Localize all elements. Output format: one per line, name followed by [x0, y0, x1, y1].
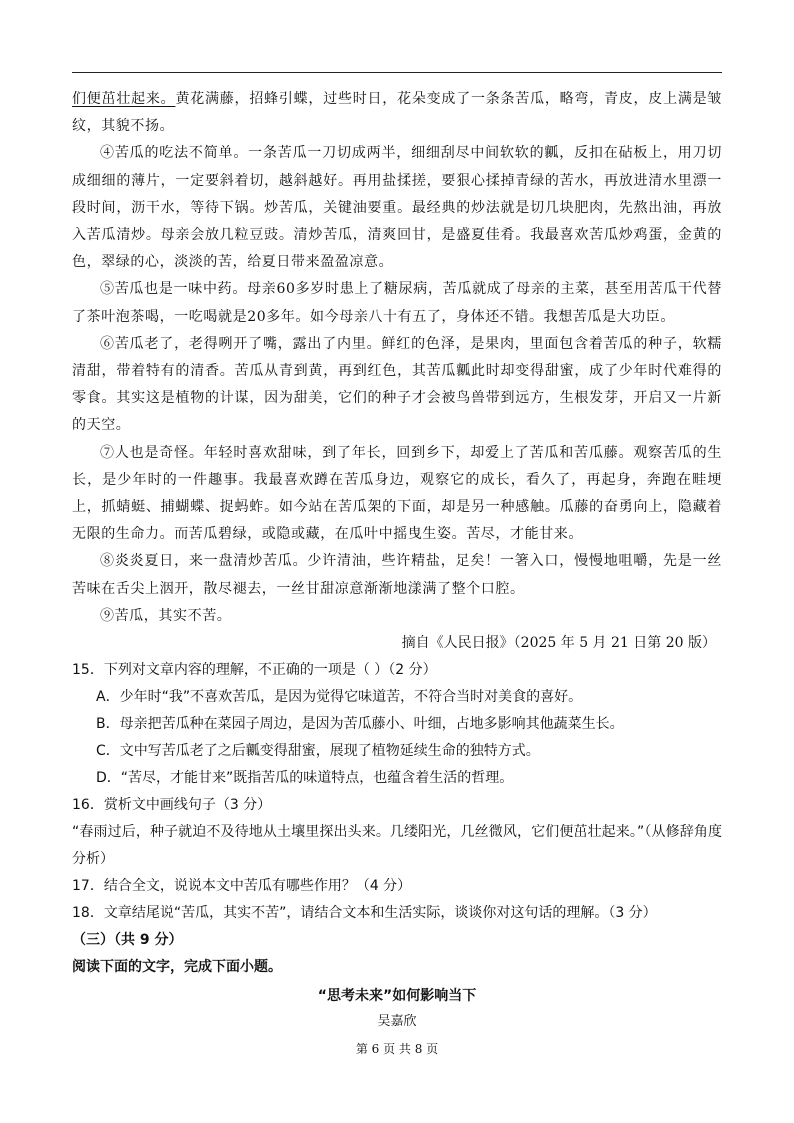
- source-citation: 摘自《人民日报》（2025 年 5 月 21 日第 20 版）: [401, 635, 716, 652]
- paragraph-6: ⑥苦瓜老了，老得咧开了嘴，露出了内里。鲜红的色泽，是果肉，里面包含着苦瓜的种子，软糯清甜，带着特有的清香。苦瓜从青到黄，再到红色，其苦瓜瓤此时却变得甜蜜，成了少年时代难得的零食。其实这是植物的计谋，因为甜美，它们的种子才会被鸟兽带到远方，生根发芽，开启又一片新的天空。: [72, 335, 722, 434]
- underlined-sentence: 们便茁壮起来。: [72, 91, 176, 107]
- paragraph-7: ⑦人也是奇怪。年轻时喜欢甜味，到了年长，回到乡下，却爱上了苦瓜和苦瓜藤。观察苦瓜的生长，是少年时的一件趣事。我最喜欢蹲在苦瓜身边，观察它的成长，看久了，再起身，奔跑在畦埂上，抓蜻蜓、捕蝴蝶、捉蚂蚱。如今站在苦瓜架的下面，却是另一种感触。瓜藤的奋勇向上，隐藏着无限的生命力。而苦瓜碧绿，或隐或藏，在瓜叶中摇曳生姿。苦尽，才能甘来。: [72, 444, 722, 543]
- section-3-heading: （三）（共 9 分）: [72, 932, 183, 949]
- section-3-instruction: 阅读下面的文字，完成下面小题。: [72, 959, 282, 976]
- question-17: 17．结合全文，说说本文中苦瓜有哪些作用？（4 分）: [72, 878, 412, 895]
- article-title: “思考未来”如何影响当下: [317, 988, 477, 1005]
- question-15-option-c: C．文中写苦瓜老了之后瓤变得甜蜜，展现了植物延续生命的独特方式。: [96, 743, 540, 760]
- question-15-option-a: A．少年时“我”不喜欢苦瓜，是因为觉得它味道苦，不符合当时对美食的喜好。: [96, 689, 583, 706]
- article-author: 吴嘉欣: [377, 1014, 417, 1030]
- question-15: 15．下列对文章内容的理解，不正确的一项是（ ）（2 分）: [72, 662, 437, 679]
- page-content: [72, 86, 722, 1034]
- paragraph-3-continuation: 黄花满藤，招蜂引蝶，过些时日，花朵变成了一条条苦瓜，略弯，青皮，皮上满是皱纹，其貌不扬。: [72, 91, 722, 135]
- question-16: 16．赏析文中画线句子（3 分）: [72, 797, 272, 814]
- header-rule: [72, 72, 722, 73]
- question-15-option-b: B．母亲把苦瓜种在菜园子周边，是因为苦瓜藤小、叶细，占地多影响其他蔬菜生长。: [96, 716, 624, 733]
- paragraph-8: ⑧炎炎夏日，来一盘清炒苦瓜。少许清油，些许精盐，足矣！一箸入口，慢慢地咀嚼，先是一丝苦味在舌尖上洇开，散尽褪去，一丝甘甜凉意渐渐地漾满了整个口腔。: [72, 553, 722, 597]
- paragraph-5: ⑤苦瓜也是一味中药。母亲60多岁时患上了糖尿病，苦瓜就成了母亲的主菜，甚至用苦瓜干代替了茶叶泡茶喝，一吃喝就是20多年。如今母亲八十有五了，身体还不错。我想苦瓜是大功臣。: [72, 281, 722, 325]
- paragraph-9: ⑨苦瓜，其实不苦。: [100, 607, 232, 624]
- paragraph-4: ④苦瓜的吃法不简单。一条苦瓜一刀切成两半，细细刮尽中间软软的瓤，反扣在砧板上，用刀切成细细的薄片，一定要斜着切，越斜越好。再用盐揉搓，要狠心揉掉青绿的苦水，再放进清水里漂一段时间，沥干水，等待下锅。炒苦瓜，关键油要重。最经典的炒法就是切几块肥肉，先熬出油，再放入苦瓜清炒。母亲会放几粒豆豉。清炒苦瓜，清爽回甘，是盛夏佳肴。我最喜欢苦瓜炒鸡蛋，金黄的色，翠绿的心，淡淡的苦，给夏日带来盈盈凉意。: [72, 145, 722, 271]
- page-footer: 第 6 页 共 8 页: [355, 1042, 439, 1056]
- question-15-option-d: D．“苦尽，才能甘来”既指苦瓜的味道特点，也蕴含着生活的哲理。: [96, 770, 514, 787]
- paragraph-3-end: [72, 86, 722, 140]
- question-16-quote: “春雨过后，种子就迫不及待地从土壤里探出头来。几缕阳光，几丝微风，它们便茁壮起来。”（从修辞角度分析）: [72, 824, 722, 868]
- question-18: 18．文章结尾说“苦瓜，其实不苦”，请结合文本和生活实际，谈谈你对这句话的理解。（3 分）: [72, 905, 657, 922]
